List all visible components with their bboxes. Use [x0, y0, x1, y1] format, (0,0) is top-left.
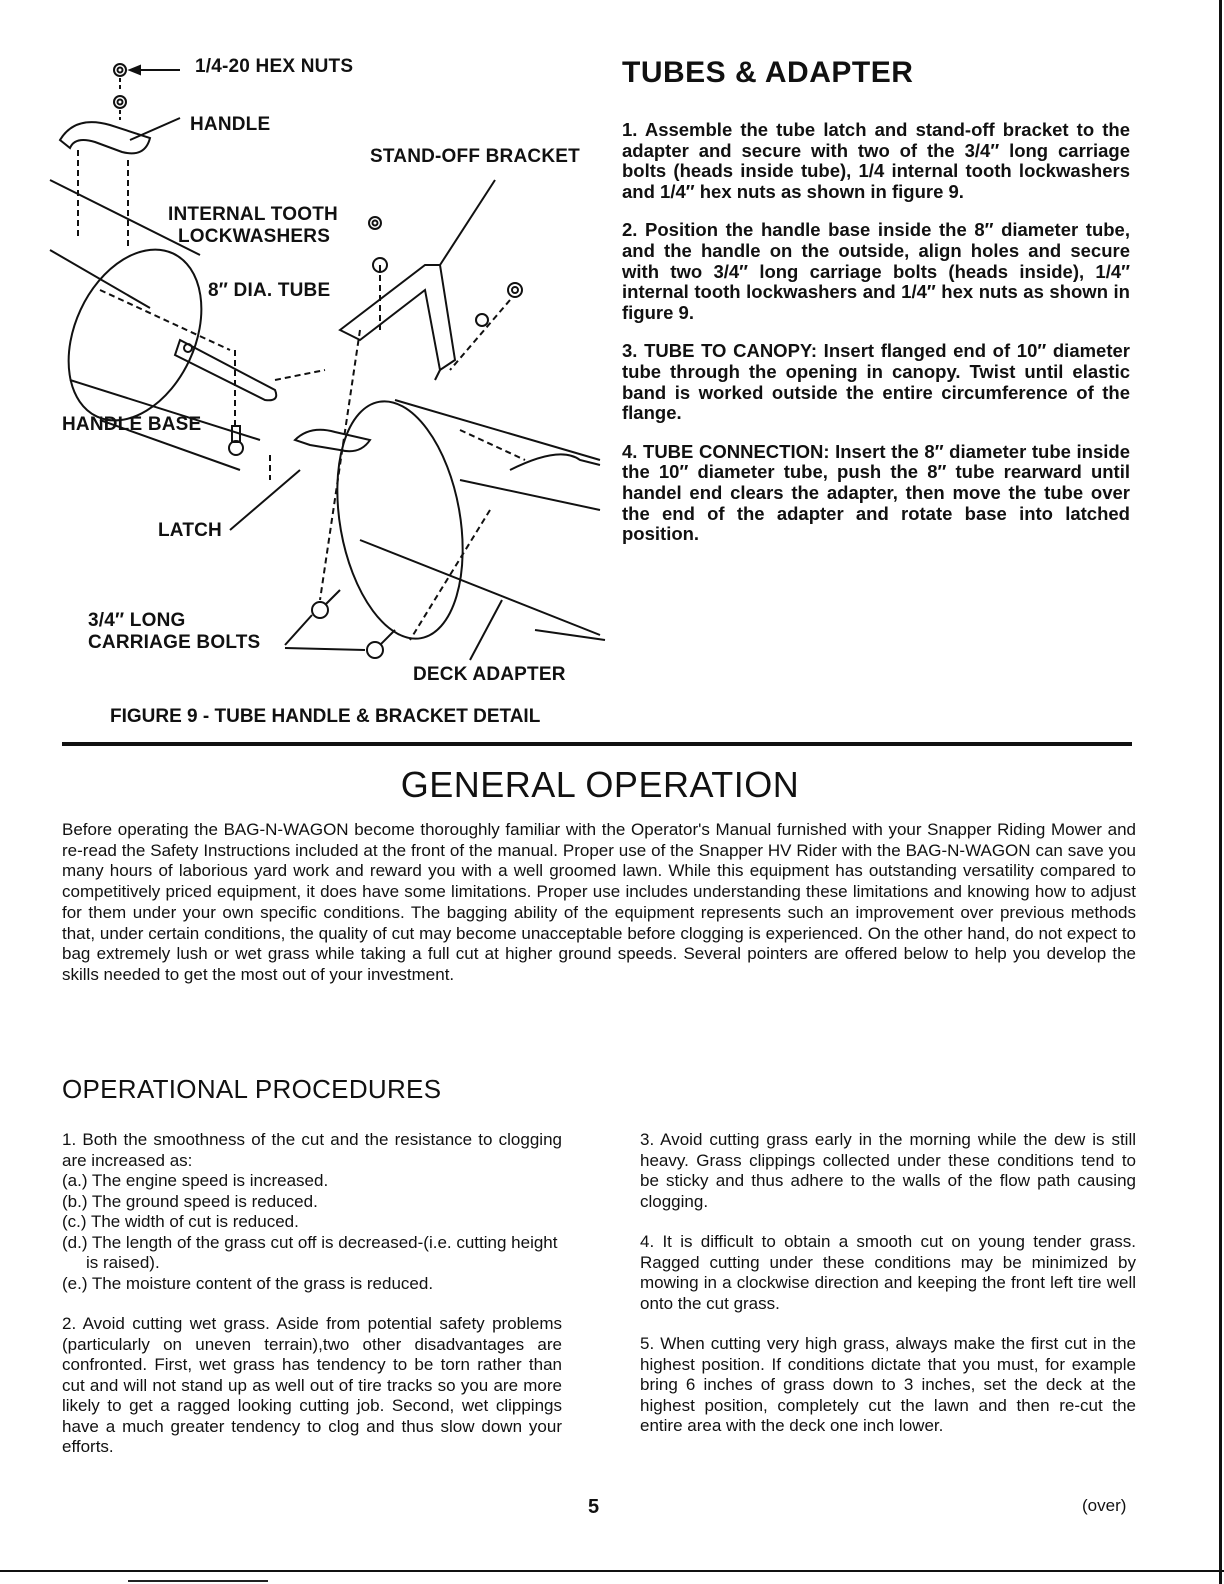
procedure-1-intro: 1. Both the smoothness of the cut and the resistance to clogging are increased as:: [62, 1130, 562, 1170]
procedure-item-2: [62, 1314, 562, 1458]
tubes-step-3: 3. TUBE TO CANOPY: Insert flanged end of 10″ diameter tube through the opening in canopy. Twist until elastic band is worked outside the entire circumference of the flange.: [622, 340, 1130, 424]
procedures-right-column: [640, 1130, 1136, 1457]
tubes-adapter-steps: [622, 120, 1130, 563]
procedures-left-column: [62, 1130, 562, 1478]
label-34-long: 3/4″ LONG: [88, 610, 186, 631]
tubes-step-2: 2. Position the handle base inside the 8″ diameter tube, and the handle on the outside, align holes and secure with two 3/4″ long carriage bolts (heads inside), 1/4″ internal tooth lockwashers and 1/4″ hex nuts as shown in figure 9.: [622, 219, 1130, 323]
procedure-4-text: 4. It is difficult to obtain a smooth cut on young tender grass. Ragged cutting under these conditions may be minimized by mowing in a clockwise direction and keeping the front left tire well onto the cut grass.: [640, 1232, 1136, 1313]
procedure-1-sub-e: (e.) The moisture content of the grass is reduced.: [62, 1273, 434, 1293]
general-operation-heading: GENERAL OPERATION: [400, 764, 800, 805]
operational-procedures-heading: OPERATIONAL PROCEDURES: [62, 1074, 442, 1104]
label-handle: HANDLE: [190, 114, 271, 135]
procedure-1-sub-b: (b.) The ground speed is reduced.: [62, 1191, 318, 1211]
scan-edge-bottom-mark: [128, 1580, 268, 1582]
page-number: 5: [588, 1496, 600, 1518]
procedure-1-sub-c: (c.) The width of cut is reduced.: [62, 1212, 299, 1231]
procedure-1-sub-d: (d.) The length of the grass cut off is decreased-(i.e. cutting height is raised).: [62, 1232, 558, 1272]
general-operation-paragraph: Before operating the BAG-N-WAGON become thoroughly familiar with the Operator's Manual furnished with your Snapper Riding Mower and re-read the Safety Instructions included at the front of the manual. Proper use of the Snapper HV Rider with the BAG-N-WAGON can save you many hours of laborious yard work and reward you with a well groomed lawn. While this equipment has outstanding versatility compared to competitively priced equipment, it does have some limitations. Proper use includes understanding these limitations and knowing how to adjust for them under your own specific conditions. The bagging ability of the equipment represents such an improvement over previous methods that, under certain conditions, the quality of cut may become unacceptable before clogging is experienced. On the other hand, do not expect to bag extremely lush or wet grass while taking a full cut at higher ground speeds. Several pointers are offered below to help you develop the skills needed to get the most out of your investment.: [62, 820, 1136, 984]
label-carriage-bolts: CARRIAGE BOLTS: [88, 632, 261, 653]
label-internal-tooth: INTERNAL TOOTH: [168, 204, 338, 225]
label-lockwashers: LOCKWASHERS: [178, 226, 331, 247]
procedure-1-sub-a: (a.) The engine speed is increased.: [62, 1171, 329, 1190]
section-divider: [62, 742, 1132, 746]
over-note: (over): [1082, 1496, 1127, 1515]
procedure-item-4: [640, 1232, 1136, 1314]
label-deck-adapter: DECK ADAPTER: [413, 664, 566, 685]
label-handle-base: HANDLE BASE: [62, 414, 202, 435]
procedure-item-1: [62, 1130, 562, 1294]
procedure-2-text: 2. Avoid cutting wet grass. Aside from potential safety problems (particularly on uneven terrain),two other disadvantages are confronted. First, wet grass has tendency to be torn rather than cut and will not stand up as well out of tire tracks so you are more likely to get a ragged looking cutting job. Second, wet clippings have a much greater tendency to clog and thus slow down your efforts.: [62, 1314, 562, 1456]
figure-9-drawing: [40, 40, 620, 700]
label-standoff-bracket: STAND-OFF BRACKET: [370, 146, 580, 167]
label-hex-nuts: 1/4-20 HEX NUTS: [195, 56, 354, 77]
procedure-item-3: [640, 1130, 1136, 1212]
tubes-adapter-heading: TUBES & ADAPTER: [622, 56, 914, 89]
figure-caption: FIGURE 9 - TUBE HANDLE & BRACKET DETAIL: [110, 706, 541, 727]
tubes-step-1: 1. Assemble the tube latch and stand-off bracket to the adapter and secure with two of the 3/4″ long carriage bolts (heads inside tube), 1/4 internal tooth lockwashers and 1/4″ hex nuts as shown in figure 9.: [622, 119, 1130, 202]
procedure-3-text: 3. Avoid cutting grass early in the morning while the dew is still heavy. Grass clippings collected under these conditions tend to be sticky and thus adhere to the walls of the flow path causing clogging.: [640, 1130, 1136, 1211]
procedure-item-5: [640, 1334, 1136, 1437]
scan-edge-bottom: [0, 1570, 1224, 1572]
label-latch: LATCH: [158, 520, 222, 541]
label-dia-tube: 8″ DIA. TUBE: [208, 280, 331, 301]
figure-9-diagram: [40, 40, 620, 700]
scan-edge-right: [1219, 0, 1222, 1584]
tubes-step-4: 4. TUBE CONNECTION: Insert the 8″ diameter tube inside the 10″ diameter tube, push the 8″ tube rearward until handel end clears the adapter, then move the tube over the end of the adapter and rotate base into latched position.: [622, 440, 1130, 545]
procedure-5-text: 5. When cutting very high grass, always make the first cut in the highest position. If conditions dictate that you must, for example bring 6 inches of grass down to 3 inches, set the deck at the highest position, completely cut the lawn and then re-cut the entire area with the deck one inch lower.: [640, 1334, 1136, 1435]
